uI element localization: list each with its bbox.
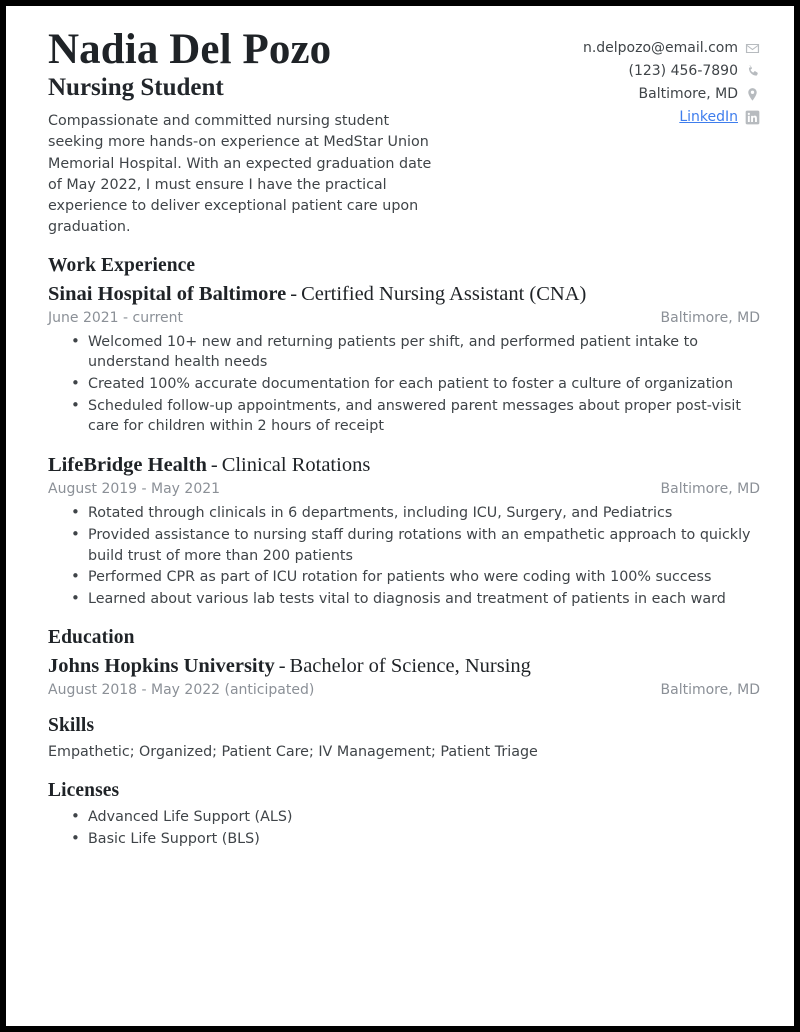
section-skills [48, 715, 760, 763]
list-item: • Scheduled follow-up appointments, and answered parent messages about proper post-visit care for children within 2 hours of receipt [71, 396, 760, 437]
section-title-education: Education [48, 626, 135, 648]
contact-row-email [583, 38, 760, 59]
section-work-experience [48, 255, 760, 610]
header-job-title: Nursing Student [48, 73, 224, 101]
work-entry-location: Baltimore, MD [660, 309, 760, 326]
list-item: • Basic Life Support (BLS) [71, 829, 760, 850]
phone-icon [745, 64, 760, 79]
education-entry-heading [48, 654, 760, 679]
skills-list-text: Empathetic; Organized; Patient Care; IV Management; Patient Triage [48, 743, 538, 760]
education-entry-organization: Johns Hopkins University [48, 654, 275, 677]
professional-summary: Compassionate and committed nursing student seeking more hands-on experience at MedStar Union Memorial Hospital. With an expected graduation date of May 2022, I must ensure I have the practical experience to deliver exceptional patient care upon graduation. [48, 113, 432, 235]
linkedin-link[interactable]: LinkedIn [679, 109, 738, 125]
work-entry-separator: - [290, 282, 298, 305]
contact-location-text: Baltimore, MD [638, 86, 738, 102]
resume-content [6, 6, 794, 1026]
work-entry-role: Clinical Rotations [221, 454, 371, 477]
resume-header [48, 28, 760, 238]
contact-block [583, 28, 760, 128]
envelope-icon [745, 41, 760, 56]
work-entry-dates: August 2019 - May 2021 [48, 481, 221, 498]
header-identity-block [48, 28, 583, 238]
linkedin-icon[interactable] [745, 110, 760, 125]
section-education [48, 627, 760, 701]
list-item: • Learned about various lab tests vital to diagnosis and treatment of patients in each ward [71, 589, 760, 610]
list-item: • Created 100% accurate documentation for each patient to foster a culture of organization [71, 374, 760, 395]
work-entry-heading [48, 282, 760, 307]
page-title: Nadia Del Pozo [48, 26, 332, 73]
work-entry-bullets [48, 503, 760, 610]
education-entry-degree: Bachelor of Science, Nursing [289, 654, 531, 677]
work-entry-location: Baltimore, MD [660, 481, 760, 498]
education-entry-dates: August 2018 - May 2022 (anticipated) [48, 681, 315, 698]
location-pin-icon [745, 87, 760, 102]
work-entry-organization: LifeBridge Health [48, 454, 207, 477]
work-entry-bullets [48, 332, 760, 438]
work-entry-dates: June 2021 - current [48, 309, 184, 326]
list-item: • Performed CPR as part of ICU rotation for patients who were coding with 100% success [71, 567, 760, 588]
work-entry-role: Certified Nursing Assistant (CNA) [301, 282, 587, 305]
work-entry-sinai [48, 282, 760, 438]
section-title-skills: Skills [48, 714, 95, 736]
list-item: • Advanced Life Support (ALS) [71, 807, 760, 828]
contact-row-location [639, 84, 760, 105]
work-entry-heading [48, 453, 760, 478]
section-title-licenses: Licenses [48, 780, 120, 802]
section-title-work-experience: Work Experience [48, 254, 196, 276]
contact-row-linkedin[interactable] [679, 107, 760, 128]
work-entry-meta [48, 308, 760, 329]
list-item: • Welcomed 10+ new and returning patients per shift, and performed patient intake to understand health needs [71, 332, 760, 373]
contact-email-text: n.delpozo@email.com [582, 40, 738, 56]
education-entry-meta [48, 680, 760, 701]
section-licenses [48, 780, 760, 849]
work-entry-separator: - [210, 454, 218, 477]
education-entry-separator: - [278, 654, 286, 677]
work-entry-lifebridge [48, 453, 760, 610]
work-entry-meta [48, 479, 760, 500]
education-entry-location: Baltimore, MD [660, 681, 760, 698]
education-entry-jhu [48, 654, 760, 701]
licenses-bullets [48, 807, 760, 849]
contact-phone-text: (123) 456-7890 [628, 63, 738, 79]
list-item: • Rotated through clinicals in 6 departments, including ICU, Surgery, and Pediatrics [71, 503, 760, 524]
contact-row-phone [629, 61, 761, 82]
work-entry-organization: Sinai Hospital of Baltimore [48, 282, 287, 305]
list-item: • Provided assistance to nursing staff during rotations with an empathetic approach to quickly build trust of more than 200 patients [71, 525, 760, 566]
